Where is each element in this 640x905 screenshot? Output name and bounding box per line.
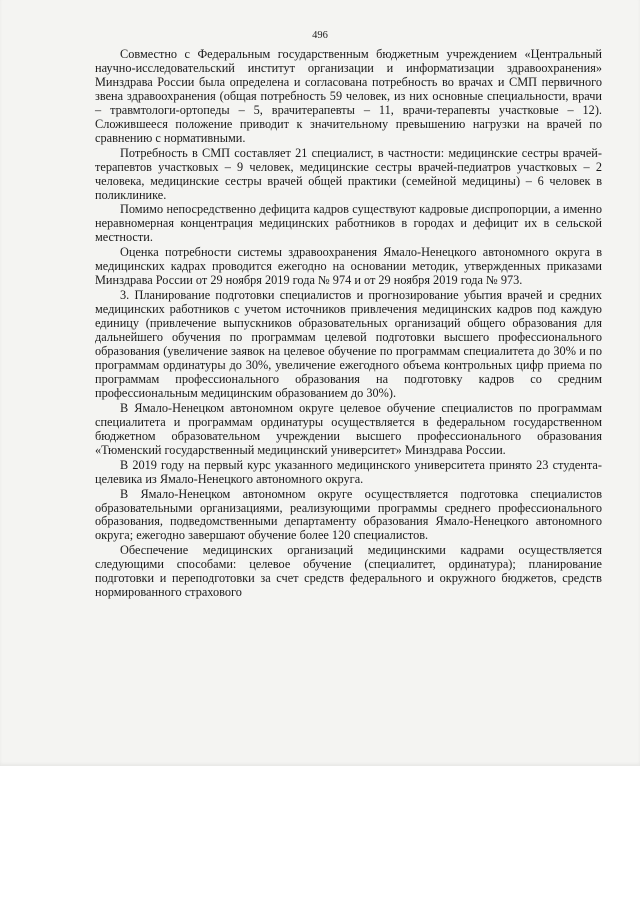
body-text	[95, 48, 602, 601]
blank-margin	[0, 766, 640, 905]
paragraph: 3. Планирование подготовки специалистов и прогнозирование убытия врачей и средних медицинских работников с учетом источников привлечения медицинских кадров под каждую единицу (привлечение выпускников образовательных организаций общего образования для дальнейшего обучения по программам целевой подготовки высшего профессионального образования (увеличение заявок на целевое обучение по программам специалитета до 30% и по программам ординатуры до 30%, увеличение ежегодного объема контрольных цифр приема по программам профессионального образования на подготовку кадров со средним профессиональным медицинским образованием до 30%).	[95, 288, 602, 400]
paragraph: Оценка потребности системы здравоохранения Ямало-Ненецкого автономного округа в медицинских кадрах проводится ежегодно на основании методик, утвержденных приказами Минздрава России от 29 ноября 2019 года № 974 и от 29 ноября 2019 года № 973.	[95, 245, 602, 288]
paragraph: В Ямало-Ненецком автономном округе осуществляется подготовка специалистов образовательными организациями, реализующими программы среднего профессионального образования, подведомственными департаменту образования Ямало-Ненецкого автономного округа; ежегодно завершают обучение более 120 специалистов.	[95, 486, 602, 543]
paragraph: Обеспечение медицинских организаций медицинскими кадрами осуществляется следующими способами: целевое обучение (специалитет, ординатура); планирование подготовки и переподготовки за счет средств федерального и окружного бюджетов, средств нормированного страхового	[95, 543, 602, 600]
paragraph: Потребность в СМП составляет 21 специалист, в частности: медицинские сестры врачей-терапевтов участковых – 9 человек, медицинские сестры врачей-педиатров участковых – 2 человека, медицинские сестры врачей общей практики (семейной медицины) – 6 человек в поликлинике.	[95, 145, 602, 202]
paragraph: В Ямало-Ненецком автономном округе целевое обучение специалистов по программам специалитета и программам ординатуры осуществляется в федеральном государственном бюджетном образовательном учреждении высшего профессионального образования «Тюменский государственный медицинский университет» Минздрава России.	[95, 400, 602, 457]
paragraph: В 2019 году на первый курс указанного медицинского университета принято 23 студента-целевика из Ямало-Ненецкого автономного округа.	[95, 457, 602, 486]
paragraph: Помимо непосредственно дефицита кадров существуют кадровые диспропорции, а именно неравномерная концентрация медицинских работников в городах и дефицит их в сельской местности.	[95, 202, 602, 245]
paragraph: Совместно с Федеральным государственным бюджетным учреждением «Центральный научно-исследовательский институт организации и информатизации здравоохранения» Минздрава России была определена и согласована потребность во врачах и СМП первичного звена здравоохранения (общая потребность 59 человек, из них основные специальности, врачи – травмтологи-ортопеды – 5, врачитерапевты – 11, врачи-терапевты участковые – 12). Сложившееся положение приводит к значительному превышению нагрузки на врачей по сравнению с нормативными.	[95, 47, 602, 145]
page-number: 496	[312, 30, 328, 41]
